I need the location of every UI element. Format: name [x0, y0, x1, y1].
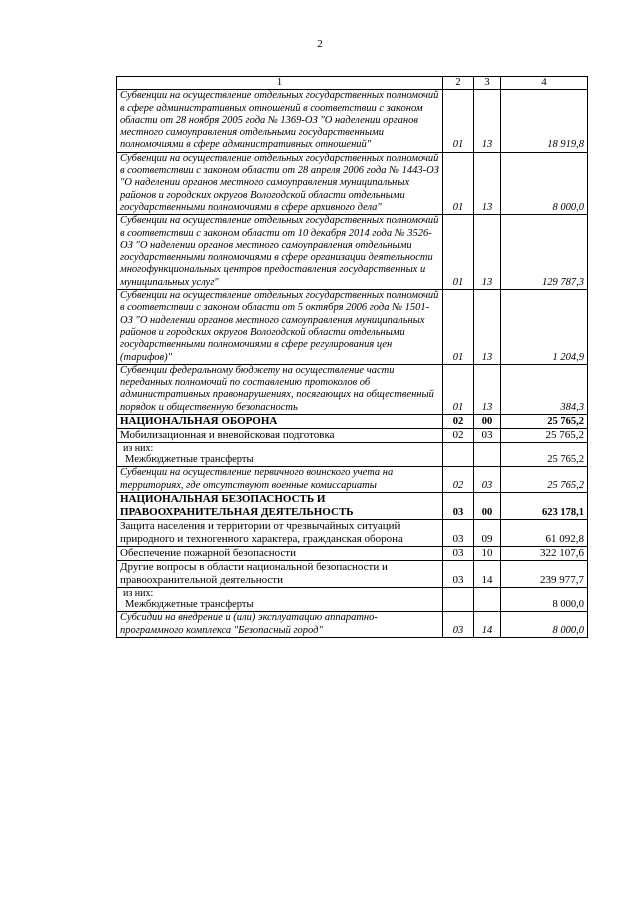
row-description: Субвенции федеральному бюджету на осуществление части переданных полномочий по составлению протоколов об административных правонарушениях, посягающих на общественный порядок и общественную безопасность: [117, 364, 443, 414]
row-description: Субвенции на осуществление отдельных государственных полномочий в соответствии с законом области от 10 декабря 2014 года № 3526-ОЗ "О наделении органов местного самоуправления отдельными государственными полномочиями в сфере организации деятельности многофункциональных центров предоставления государственных и муниципальных услуг": [117, 215, 443, 290]
row-description: НАЦИОНАЛЬНАЯ БЕЗОПАСНОСТЬ И ПРАВООХРАНИТЕЛЬНАЯ ДЕЯТЕЛЬНОСТЬ: [117, 492, 443, 519]
row-section-code: 01: [443, 364, 474, 414]
row-amount: 25 765,2: [501, 443, 588, 467]
row-section-code: 03: [443, 560, 474, 587]
header-row: [117, 77, 588, 90]
table-row: [117, 587, 588, 611]
row-subsection-code: 14: [474, 612, 501, 638]
row-amount: 8 000,0: [501, 612, 588, 638]
row-section-code: 02: [443, 429, 474, 443]
header-col-1: 1: [117, 77, 443, 90]
row-section-code: 03: [443, 492, 474, 519]
row-description: Субвенции на осуществление первичного воинского учета на территориях, где отсутствуют военные комиссариаты: [117, 467, 443, 493]
table-row: [117, 290, 588, 365]
row-section-code: 03: [443, 612, 474, 638]
row-section-code: 01: [443, 152, 474, 214]
row-description-text: Межбюджетные трансферты: [125, 454, 254, 466]
row-subsection-code: 03: [474, 429, 501, 443]
row-amount: 8 000,0: [501, 587, 588, 611]
table-row: [117, 429, 588, 443]
table-row: [117, 560, 588, 587]
row-description: НАЦИОНАЛЬНАЯ ОБОРОНА: [117, 415, 443, 429]
budget-table: [116, 76, 588, 638]
table-row: [117, 90, 588, 152]
row-description: Защита населения и территории от чрезвычайных ситуаций природного и техногенного характера, гражданская оборона: [117, 519, 443, 546]
row-amount: 61 092,8: [501, 519, 588, 546]
row-section-code: 03: [443, 519, 474, 546]
table-row: [117, 415, 588, 429]
row-subsection-code: [474, 587, 501, 611]
row-section-code: [443, 587, 474, 611]
row-section-code: 01: [443, 290, 474, 365]
table-row: [117, 612, 588, 638]
table-row: [117, 492, 588, 519]
row-subsection-code: 13: [474, 152, 501, 214]
row-description: Обеспечение пожарной безопасности: [117, 546, 443, 560]
row-subheading: из них:: [123, 587, 154, 599]
row-amount: 1 204,9: [501, 290, 588, 365]
page-number: 2: [317, 38, 323, 50]
row-description: Субсидии на внедрение и (или) эксплуатацию аппаратно-программного комплекса "Безопасный город": [117, 612, 443, 638]
row-subsection-code: 00: [474, 492, 501, 519]
row-subsection-code: 13: [474, 290, 501, 365]
header-col-4: 4: [501, 77, 588, 90]
table-row: [117, 364, 588, 414]
row-amount: 18 919,8: [501, 90, 588, 152]
row-description: Другие вопросы в области национальной безопасности и правоохранительной деятельности: [117, 560, 443, 587]
row-subsection-code: 09: [474, 519, 501, 546]
row-amount: 322 107,6: [501, 546, 588, 560]
row-amount: 25 765,2: [501, 429, 588, 443]
row-description: Субвенции на осуществление отдельных государственных полномочий в соответствии с законом области от 5 октября 2006 года № 1501-ОЗ "О наделении органов местного самоуправления муниципальных районов и городских округов Вологодской области отдельными государственными полномочиями в сфере регулирования цен (тарифов)": [117, 290, 443, 365]
row-subsection-code: 03: [474, 467, 501, 493]
table-row: [117, 443, 588, 467]
row-subsection-code: 00: [474, 415, 501, 429]
row-subsection-code: 13: [474, 90, 501, 152]
table-row: [117, 215, 588, 290]
row-subsection-code: [474, 443, 501, 467]
row-description: Субвенции на осуществление отдельных государственных полномочий в сфере административных отношений в соответствии с законом области от 28 ноября 2005 года № 1369-ОЗ "О наделении органов местного самоуправления отдельными государственными полномочиями в сфере административных отношений": [117, 90, 443, 152]
row-amount: 25 765,2: [501, 467, 588, 493]
table-row: [117, 519, 588, 546]
row-description: Субвенции на осуществление отдельных государственных полномочий в соответствии с законом области от 28 апреля 2006 года № 1443-ОЗ "О наделении органов местного самоуправления муниципальных районов и городских округов Вологодской области отдельными государственными полномочиями в сфере архивного дела": [117, 152, 443, 214]
header-col-2: 2: [443, 77, 474, 90]
row-section-code: 01: [443, 215, 474, 290]
row-amount: 8 000,0: [501, 152, 588, 214]
row-subsection-code: 14: [474, 560, 501, 587]
row-section-code: 02: [443, 415, 474, 429]
row-amount: 623 178,1: [501, 492, 588, 519]
row-description: [117, 443, 443, 467]
row-section-code: 02: [443, 467, 474, 493]
table-row: [117, 546, 588, 560]
row-amount: 384,3: [501, 364, 588, 414]
row-amount: 25 765,2: [501, 415, 588, 429]
row-subsection-code: 10: [474, 546, 501, 560]
row-description: [117, 587, 443, 611]
row-section-code: 03: [443, 546, 474, 560]
table-row: [117, 467, 588, 493]
row-section-code: [443, 443, 474, 467]
table-row: [117, 152, 588, 214]
row-subsection-code: 13: [474, 215, 501, 290]
row-amount: 239 977,7: [501, 560, 588, 587]
row-amount: 129 787,3: [501, 215, 588, 290]
row-subsection-code: 13: [474, 364, 501, 414]
header-col-3: 3: [474, 77, 501, 90]
row-description: Мобилизационная и вневойсковая подготовка: [117, 429, 443, 443]
row-subheading: из них:: [123, 443, 154, 455]
row-description-text: Межбюджетные трансферты: [125, 598, 254, 610]
row-section-code: 01: [443, 90, 474, 152]
